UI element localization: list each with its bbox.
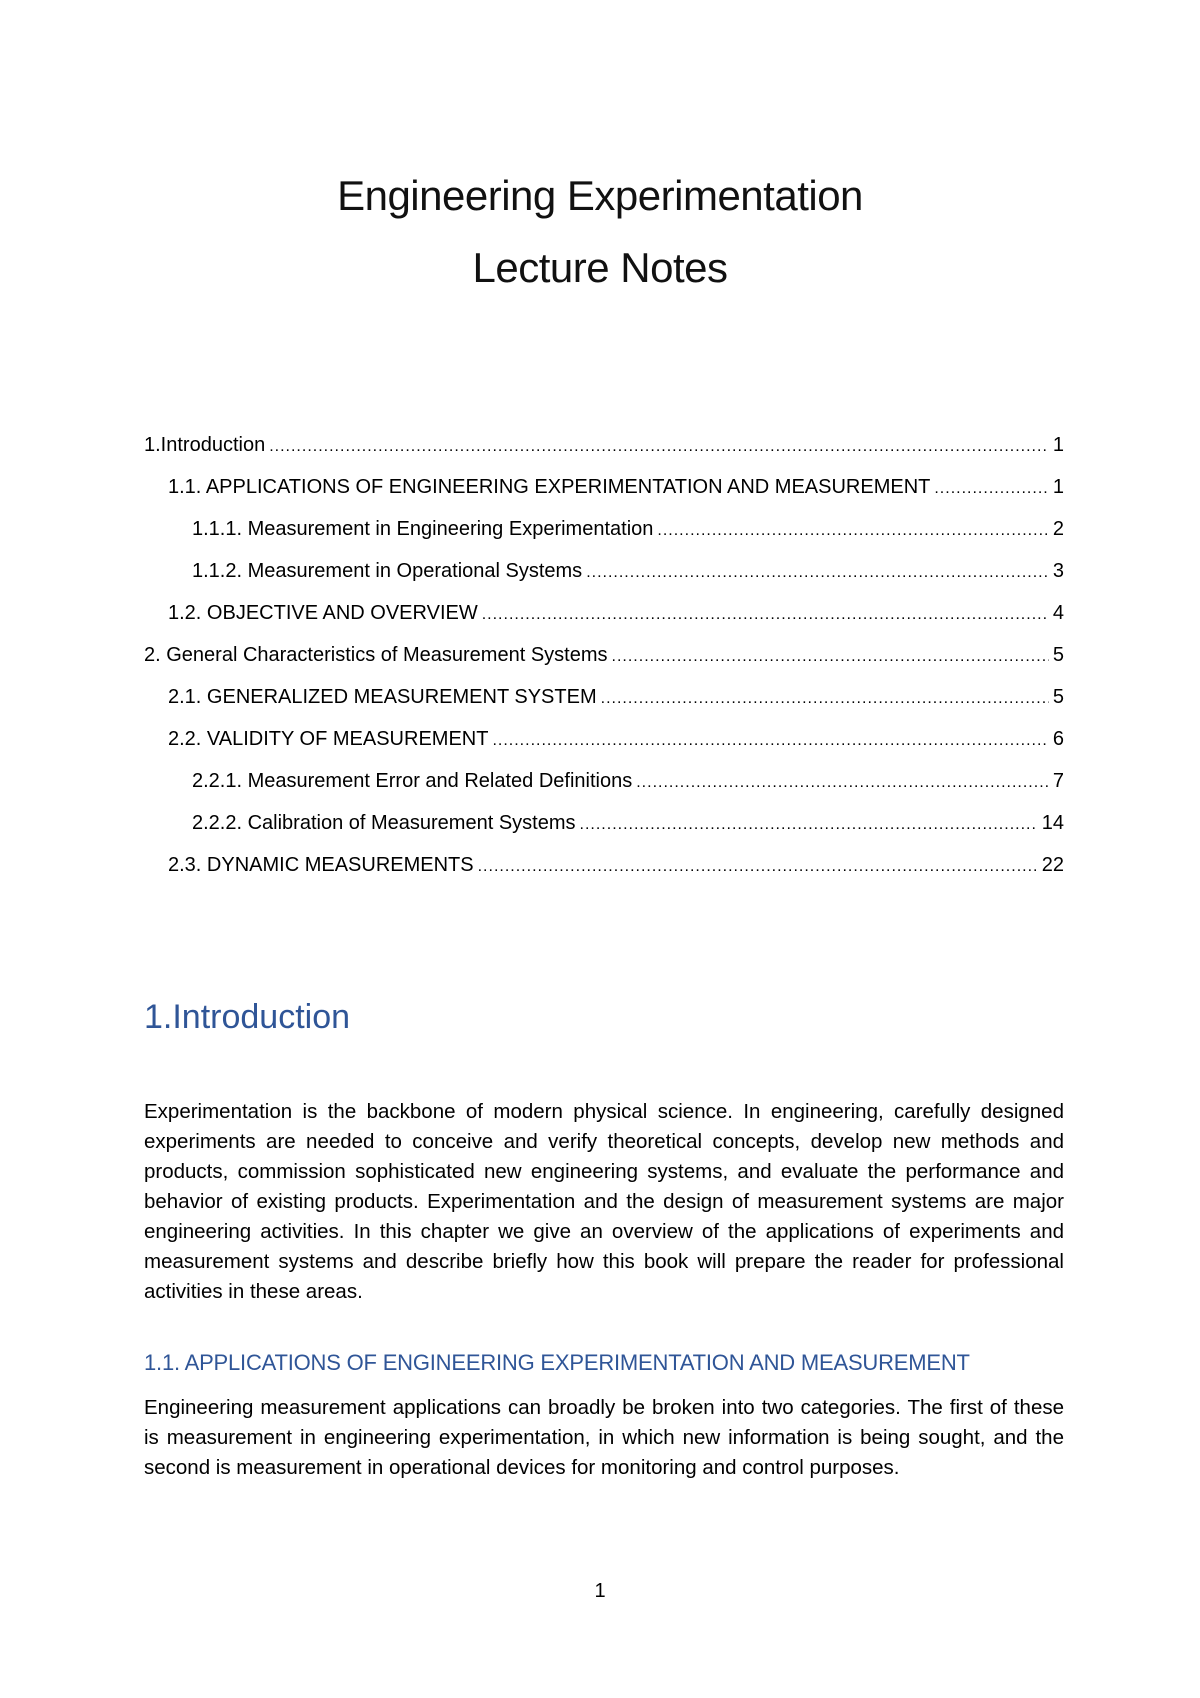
toc-leader-dots xyxy=(601,690,1049,708)
page-number: 1 xyxy=(594,1580,606,1602)
toc-entry-page: 14 xyxy=(1041,812,1064,834)
toc-entry-page: 22 xyxy=(1041,854,1064,876)
toc-leader-dots xyxy=(482,606,1049,624)
title-line-2: Lecture Notes xyxy=(472,244,728,291)
toc-entry-text: 2.2. VALIDITY OF MEASUREMENT xyxy=(168,728,489,750)
toc-leader-dots xyxy=(492,732,1048,750)
toc-entry-page: 5 xyxy=(1052,686,1064,708)
table-of-contents xyxy=(144,434,1064,896)
toc-entry-text: 2.2.2. Calibration of Measurement Systems xyxy=(192,812,576,834)
toc-entry-text: 1.2. OBJECTIVE AND OVERVIEW xyxy=(168,602,478,624)
toc-leader-dots xyxy=(580,816,1038,834)
toc-entry-page: 1 xyxy=(1052,476,1064,498)
section-heading-applications: 1.1. APPLICATIONS OF ENGINEERING EXPERIMENTATION AND MEASUREMENT xyxy=(144,1350,970,1375)
document-title xyxy=(0,160,1200,304)
toc-entry-page: 7 xyxy=(1052,770,1064,792)
toc-entry-text: 2.3. DYNAMIC MEASUREMENTS xyxy=(168,854,474,876)
toc-leader-dots xyxy=(612,648,1049,666)
toc-entry[interactable] xyxy=(144,686,1064,728)
toc-entry[interactable] xyxy=(144,434,1064,476)
toc-entry-text: 1.1.2. Measurement in Operational Systems xyxy=(192,560,583,582)
toc-entry-text: 1.1. APPLICATIONS OF ENGINEERING EXPERIMENTATION AND MEASUREMENT xyxy=(168,476,931,498)
toc-entry-page: 6 xyxy=(1052,728,1064,750)
toc-entry[interactable] xyxy=(144,644,1064,686)
toc-leader-dots xyxy=(934,480,1049,498)
toc-entry[interactable] xyxy=(144,602,1064,644)
toc-entry[interactable] xyxy=(144,854,1064,896)
toc-entry-page: 1 xyxy=(1052,434,1064,456)
title-line-1: Engineering Experimentation xyxy=(337,172,863,219)
toc-leader-dots xyxy=(657,522,1048,540)
toc-entry-page: 3 xyxy=(1052,560,1064,582)
toc-leader-dots xyxy=(478,858,1038,876)
toc-entry[interactable] xyxy=(144,476,1064,518)
toc-entry[interactable] xyxy=(144,518,1064,560)
introduction-paragraph: Experimentation is the backbone of modern physical science. In engineering, carefully designed experiments are needed to conceive and verify theoretical concepts, develop new methods and products, commission sophisticated new engineering systems, and evaluate the performance and behavior of existing products. Experimentation and the design of measurement systems are major engineering activities. In this chapter we give an overview of the applications of experiments and measurement systems and describe briefly how this book will prepare the reader for professional activities in these areas. xyxy=(144,1100,1064,1303)
toc-entry-text: 2.2.1. Measurement Error and Related Definitions xyxy=(192,770,633,792)
toc-entry-page: 5 xyxy=(1052,644,1064,666)
toc-leader-dots xyxy=(636,774,1049,792)
toc-leader-dots xyxy=(586,564,1049,582)
toc-entry-text: 1.1.1. Measurement in Engineering Experimentation xyxy=(192,518,654,540)
section-heading-introduction: 1.Introduction xyxy=(144,998,351,1036)
toc-entry-text: 2. General Characteristics of Measurement Systems xyxy=(144,644,608,666)
toc-entry[interactable] xyxy=(144,812,1064,854)
toc-entry[interactable] xyxy=(144,728,1064,770)
toc-entry-page: 4 xyxy=(1052,602,1064,624)
toc-entry[interactable] xyxy=(144,560,1064,602)
toc-entry-text: 1.Introduction xyxy=(144,434,266,456)
applications-paragraph: Engineering measurement applications can broadly be broken into two categories. The first of these is measurement in engineering experimentation, in which new information is being sought, and the second is measurement in operational devices for monitoring and control purposes. xyxy=(144,1396,1064,1479)
toc-entry[interactable] xyxy=(144,770,1064,812)
toc-entry-text: 2.1. GENERALIZED MEASUREMENT SYSTEM xyxy=(168,686,597,708)
toc-entry-page: 2 xyxy=(1052,518,1064,540)
toc-leader-dots xyxy=(269,438,1049,456)
